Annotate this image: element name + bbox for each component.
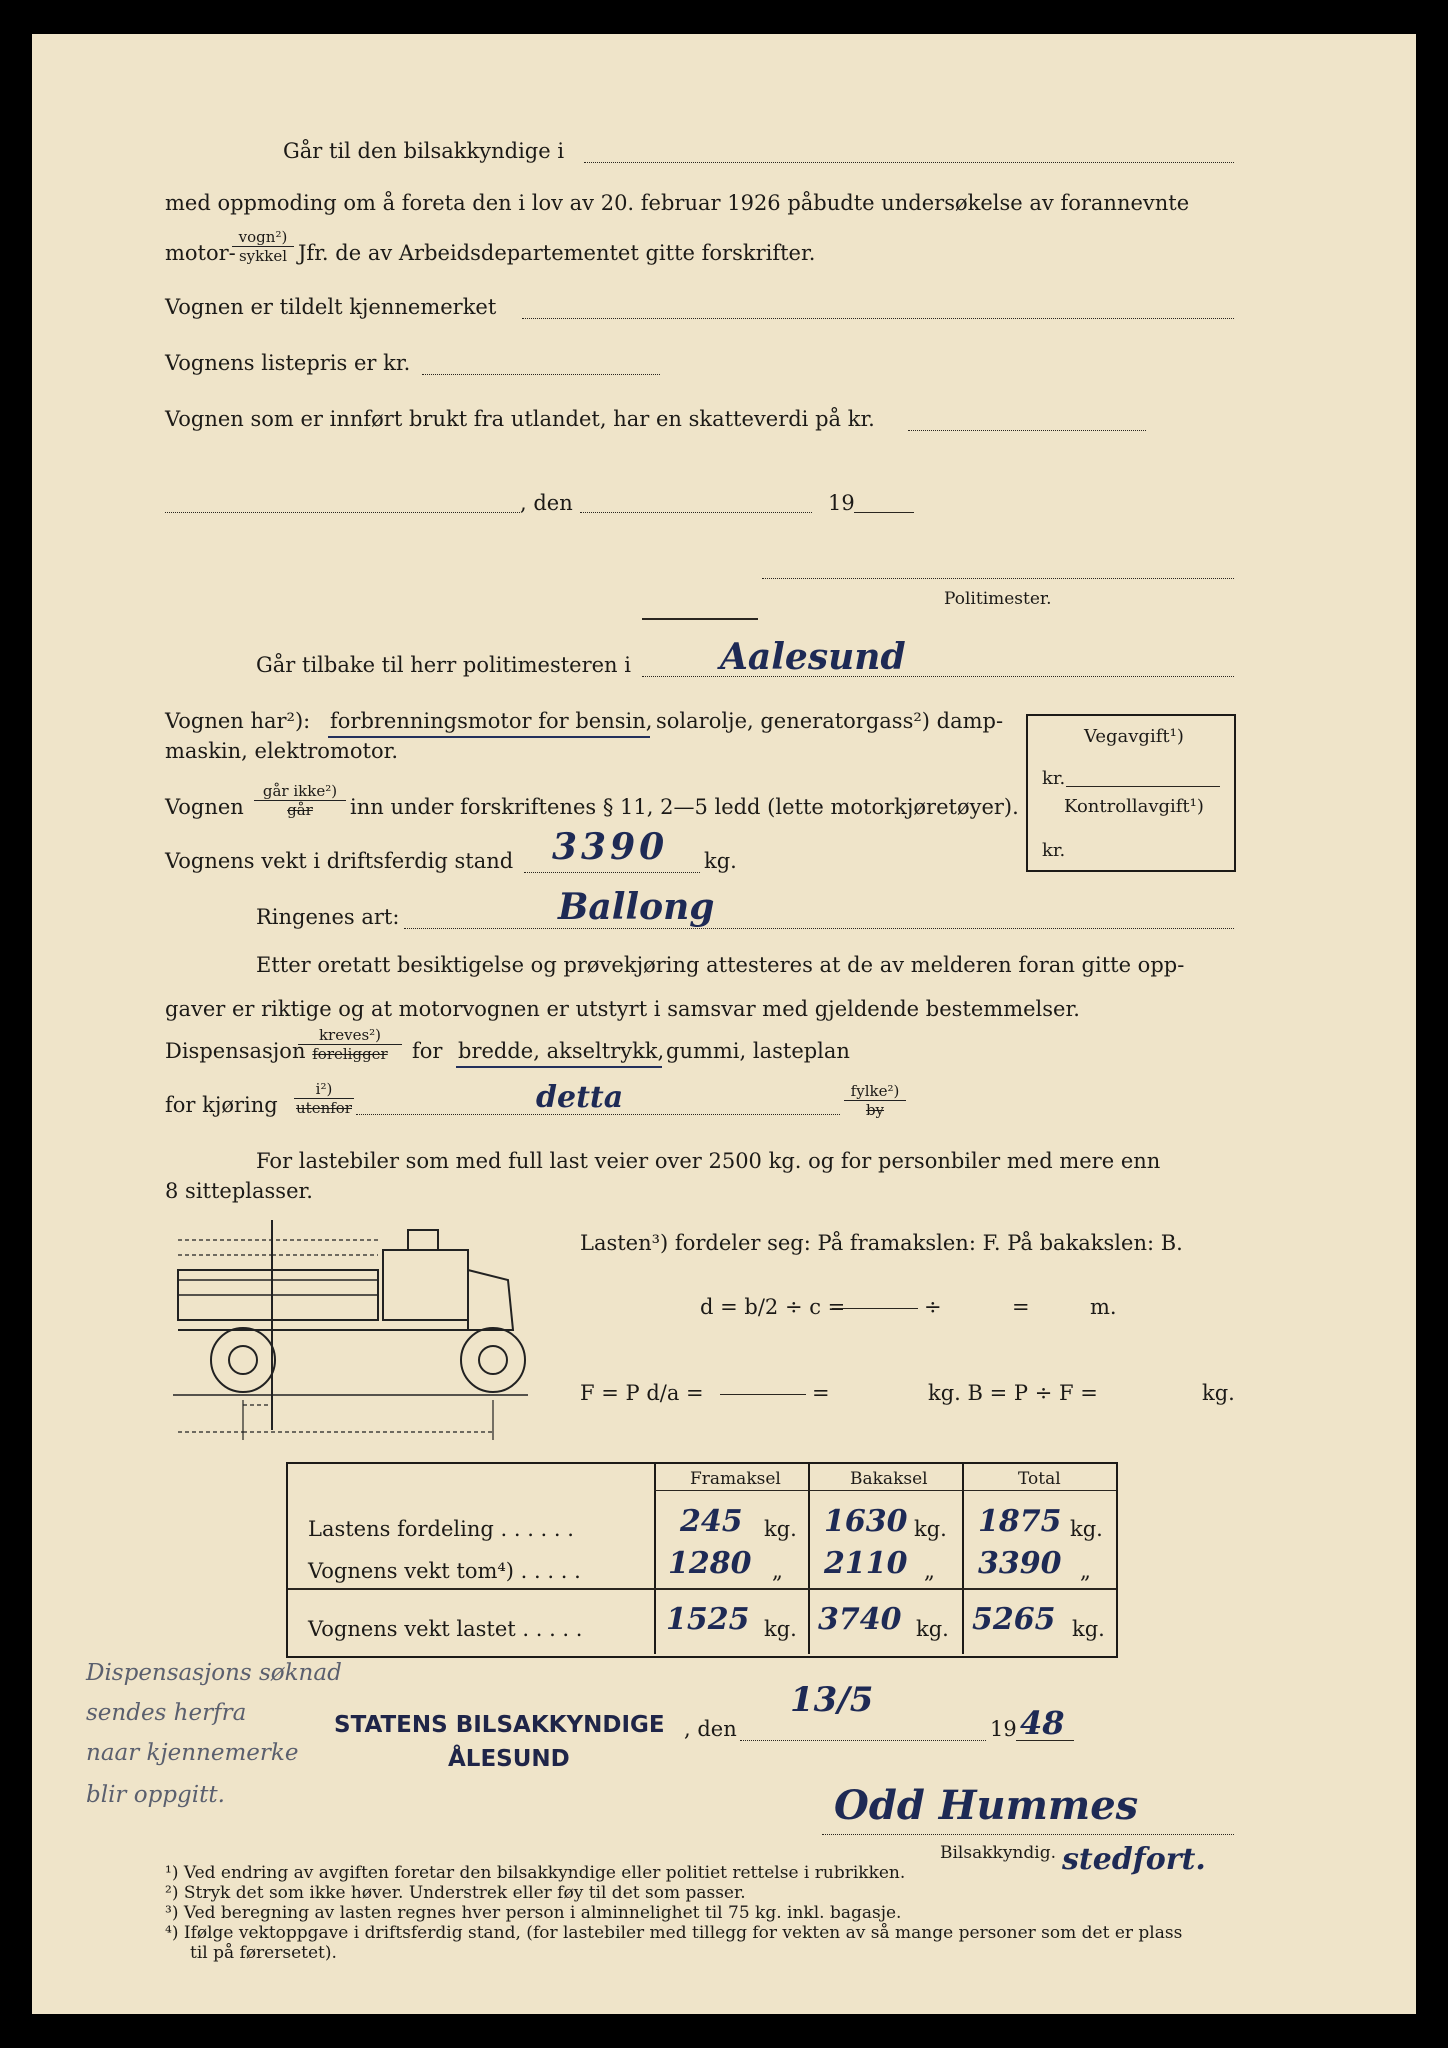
stamp-line2: ÅLESUND bbox=[448, 1746, 570, 1772]
formula-d-divide: ÷ bbox=[924, 1295, 942, 1319]
road-tax-field[interactable] bbox=[1066, 786, 1220, 787]
formula-d-unit: m. bbox=[1090, 1295, 1117, 1319]
police-signature-field[interactable] bbox=[762, 578, 1234, 579]
driving-fraction bbox=[294, 1080, 354, 1117]
county-top: fylke²) bbox=[844, 1082, 906, 1101]
separator-line bbox=[642, 618, 758, 620]
col-header-rear: Bakaksel bbox=[850, 1469, 928, 1489]
load-front-unit: kg. bbox=[764, 1517, 797, 1541]
engine-underlined: forbrenningsmotor for bensin, bbox=[330, 709, 653, 733]
load-distribution-label: Lasten³) fordeler seg: På framakslen: F. På bakakslen: B. bbox=[580, 1231, 1183, 1255]
expert-title: Bilsakkyndig. bbox=[940, 1843, 1056, 1863]
driving-label: for kjøring bbox=[165, 1093, 278, 1117]
trucks-line2: 8 sitteplasser. bbox=[165, 1179, 313, 1203]
motor-prefix: motor- bbox=[165, 241, 236, 265]
goes-rest: inn under forskriftenes § 11, 2—5 ledd (lette motorkjøretøyer). bbox=[350, 795, 1019, 819]
goes-top: går ikke²) bbox=[254, 782, 346, 801]
goes-bottom: går bbox=[287, 801, 313, 819]
loaded-front-value: 1525 bbox=[666, 1602, 750, 1637]
vogn-sykkel-fraction bbox=[232, 228, 294, 265]
plate-label: Vognen er tildelt kjennemerket bbox=[165, 295, 497, 319]
rear-wheel bbox=[211, 1328, 275, 1392]
weight-field[interactable] bbox=[524, 872, 700, 873]
empty-total-unit: „ bbox=[1080, 1559, 1091, 1583]
signature-date-handwritten: 13/5 bbox=[790, 1680, 874, 1720]
signature-year-handwritten: 48 bbox=[1020, 1704, 1065, 1742]
loaded-total-value: 5265 bbox=[972, 1602, 1056, 1637]
dispensation-for: for bbox=[412, 1039, 443, 1063]
goes-label: Vognen bbox=[165, 795, 244, 819]
dispensation-rest: gummi, lasteplan bbox=[666, 1039, 850, 1063]
formula-f-kg-end: kg. bbox=[1202, 1381, 1235, 1405]
weight-label: Vognens vekt i driftsferdig stand bbox=[165, 849, 514, 873]
driving-i: i²) bbox=[294, 1080, 354, 1099]
truck-diagram bbox=[168, 1210, 538, 1450]
tyres-value-handwritten: Ballong bbox=[558, 886, 715, 928]
empty-front-value: 1280 bbox=[668, 1546, 752, 1581]
attestation-line1: Etter oretatt besiktigelse og prøvekjøring attesteres at de av melderen foran gitte opp- bbox=[256, 953, 1185, 977]
return-town-handwritten: Aalesund bbox=[720, 636, 906, 678]
goes-fraction bbox=[254, 782, 346, 819]
price-label: Vognens listepris er kr. bbox=[165, 351, 411, 375]
stamp-line1: STATENS BILSAKKYNDIGE bbox=[334, 1712, 665, 1738]
loaded-rear-unit: kg. bbox=[916, 1617, 949, 1641]
footnote-2: ²) Stryk det som ikke høver. Understrek eller føy til det som passer. bbox=[165, 1883, 746, 1903]
driving-outside: utenfor bbox=[296, 1099, 352, 1117]
pencil-note-line2: sendes herfra bbox=[86, 1700, 247, 1726]
empty-rear-unit: „ bbox=[924, 1559, 935, 1583]
dispensation-label: Dispensasjon bbox=[165, 1039, 306, 1063]
dispensation-fraction bbox=[298, 1026, 402, 1063]
sykkel-label: sykkel bbox=[238, 247, 288, 265]
driving-value-handwritten: detta bbox=[536, 1080, 624, 1115]
pencil-note-line1: Dispensasjons søknad bbox=[86, 1660, 342, 1686]
footnote-1: ¹) Ved endring av avgiften foretar den bilsakkyndige eller politiet rettelse i rubrikken. bbox=[165, 1863, 906, 1883]
footnote-4: ⁴) Ifølge vektoppgave i driftsferdig stand, (for lastebiler med tillegg for vekten av så mange personer som det er plass bbox=[165, 1923, 1183, 1943]
year-field[interactable] bbox=[854, 512, 914, 513]
formula-d: d = b/2 ÷ c = bbox=[700, 1295, 846, 1319]
pencil-note-line3: naar kjennemerke bbox=[86, 1740, 299, 1766]
road-tax-kr: kr. bbox=[1042, 768, 1066, 789]
dispensation-bottom: foreligger bbox=[312, 1045, 388, 1063]
load-rear-unit: kg. bbox=[914, 1517, 947, 1541]
load-rear-value: 1630 bbox=[824, 1504, 908, 1539]
pencil-note-line4: blir oppgitt. bbox=[86, 1782, 225, 1808]
control-fee-label: Kontrollavgift¹) bbox=[1064, 796, 1204, 817]
fees-box bbox=[1026, 714, 1236, 872]
expert-deputy: stedfort. bbox=[1062, 1842, 1206, 1877]
request-line: med oppmoding om å foreta den i lov av 20. februar 1926 påbudte undersøkelse av forannevnte bbox=[165, 191, 1190, 215]
col-header-front: Framaksel bbox=[690, 1469, 781, 1489]
goes-to-expert-label: Går til den bilsakkyndige i bbox=[283, 139, 565, 163]
empty-total-value: 3390 bbox=[978, 1546, 1062, 1581]
loaded-rear-value: 3740 bbox=[818, 1602, 902, 1637]
import-label: Vognen som er innført brukt fra utlandet, har en skatteverdi på kr. bbox=[165, 407, 875, 431]
dispensation-top: kreves²) bbox=[298, 1026, 402, 1045]
county-bottom: by bbox=[865, 1101, 885, 1119]
return-label: Går tilbake til herr politimesteren i bbox=[256, 653, 631, 677]
empty-front-unit: „ bbox=[772, 1559, 783, 1583]
county-fraction bbox=[844, 1082, 906, 1119]
col-header-total: Total bbox=[1018, 1469, 1061, 1489]
footnote-4-cont: til på førersetet). bbox=[190, 1943, 337, 1963]
signature-year-prefix: 19 bbox=[990, 1717, 1017, 1741]
tyres-label: Ringenes art: bbox=[256, 905, 400, 929]
plate-field[interactable] bbox=[522, 318, 1234, 319]
police-chief-label: Politimester. bbox=[944, 589, 1052, 609]
formula-f-blank[interactable] bbox=[720, 1394, 806, 1395]
date-field[interactable] bbox=[580, 512, 812, 513]
trucks-line1: For lastebiler som med full last veier over 2500 kg. og for personbiler med mere enn bbox=[256, 1149, 1161, 1173]
place-field[interactable] bbox=[165, 512, 520, 513]
tyres-field[interactable] bbox=[404, 928, 1234, 929]
vogn-label: vogn²) bbox=[232, 228, 294, 247]
front-wheel bbox=[461, 1328, 525, 1392]
load-total-value: 1875 bbox=[978, 1504, 1062, 1539]
expert-signature-field[interactable] bbox=[822, 1834, 1234, 1835]
formula-d-equals: = bbox=[1012, 1295, 1030, 1319]
row-loaded-label: Vognens vekt lastet . . . . . bbox=[308, 1617, 583, 1641]
loaded-front-unit: kg. bbox=[764, 1617, 797, 1641]
expert-signature: Odd Hummes bbox=[834, 1782, 1139, 1829]
dispensation-underline-mark bbox=[456, 1066, 662, 1068]
empty-rear-value: 2110 bbox=[824, 1546, 908, 1581]
engine-label: Vognen har²): bbox=[165, 709, 311, 733]
formula-f: F = P d/a = bbox=[580, 1381, 704, 1405]
signature-date-field[interactable] bbox=[740, 1740, 986, 1741]
load-front-value: 245 bbox=[680, 1504, 743, 1539]
row-load-label: Lastens fordeling . . . . . . bbox=[308, 1517, 574, 1541]
truck-hood bbox=[468, 1270, 513, 1330]
truck-cab bbox=[383, 1250, 468, 1320]
formula-f-equals: = bbox=[812, 1381, 830, 1405]
motor-suffix: Jfr. de av Arbeidsdepartementet gitte forskrifter. bbox=[298, 241, 816, 265]
formula-d-blank[interactable] bbox=[832, 1308, 918, 1309]
weight-unit: kg. bbox=[704, 849, 737, 873]
engine-line2: maskin, elektromotor. bbox=[165, 739, 398, 763]
load-table bbox=[286, 1462, 1118, 1658]
den-label: , den bbox=[520, 491, 573, 515]
price-field[interactable] bbox=[422, 374, 660, 375]
import-value-field[interactable] bbox=[908, 430, 1146, 431]
dispensation-underlined: bredde, akseltrykk, bbox=[458, 1039, 665, 1063]
expert-town-field[interactable] bbox=[584, 162, 1234, 163]
formula-f-kg-b: kg. B = P ÷ F = bbox=[928, 1381, 1098, 1405]
road-tax-label: Vegavgift¹) bbox=[1084, 726, 1184, 747]
load-total-unit: kg. bbox=[1070, 1517, 1103, 1541]
signature-den: , den bbox=[684, 1717, 737, 1741]
loaded-total-unit: kg. bbox=[1072, 1617, 1105, 1641]
weight-value-handwritten: 3390 bbox=[552, 826, 669, 868]
year-prefix: 19 bbox=[828, 491, 855, 515]
footnote-3: ³) Ved beregning av lasten regnes hver person i alminnelighet til 75 kg. inkl. bagasje. bbox=[165, 1903, 902, 1923]
control-fee-kr: kr. bbox=[1042, 840, 1066, 861]
row-empty-label: Vognens vekt tom⁴) . . . . . bbox=[308, 1559, 581, 1583]
engine-rest: solarolje, generatorgass²) damp- bbox=[656, 709, 1004, 733]
attestation-line2: gaver er riktige og at motorvognen er utstyrt i samsvar med gjeldende bestemmelser. bbox=[165, 997, 1080, 1021]
